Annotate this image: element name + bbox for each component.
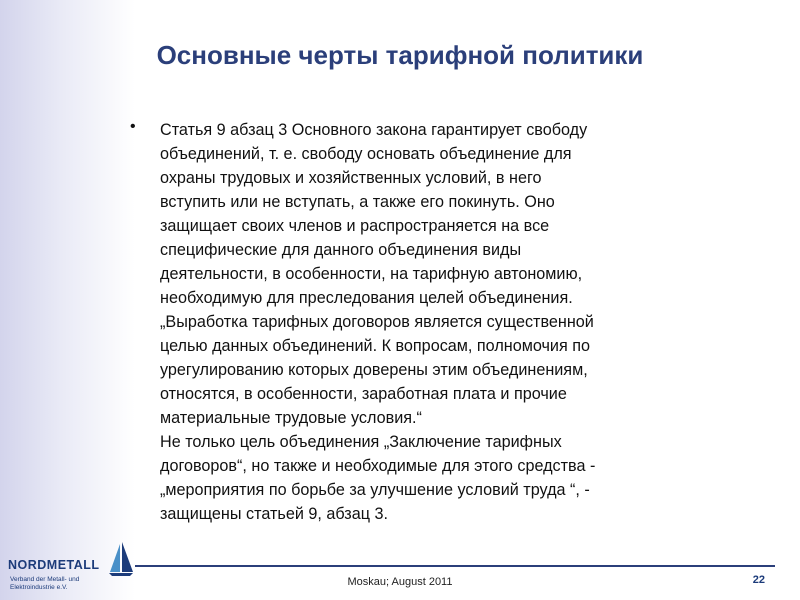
body-line: относятся, в особенности, заработная плата и прочие bbox=[160, 385, 567, 403]
logo-name: NORDMETALL bbox=[8, 558, 100, 572]
body-line: вступить или не вступать, а также его покинуть. Оно bbox=[160, 193, 555, 211]
body-line: договоров“, но также и необходимые для этого средства - bbox=[160, 457, 596, 475]
body-line: специфические для данного объединения виды bbox=[160, 241, 522, 259]
side-gradient-decoration bbox=[0, 0, 135, 600]
page-number: 22 bbox=[752, 574, 765, 586]
slide-title: Основные черты тарифной политики bbox=[156, 40, 644, 70]
body-line: Статья 9 абзац 3 Основного закона гарантирует свободу bbox=[160, 121, 588, 139]
body-line: защищает своих членов и распространяется на все bbox=[160, 217, 550, 235]
body-line: Не только цель объединения „Заключение тарифных bbox=[160, 433, 562, 451]
body-line: урегулированию которых доверены этим объединениям, bbox=[160, 361, 588, 379]
body-line: целью данных объединений. К вопросам, полномочия по bbox=[160, 337, 590, 355]
body-text bbox=[160, 118, 710, 526]
logo-subtitle: Verband der Metall- und bbox=[10, 576, 80, 583]
logo-subtitle: Elektroindustrie e.V. bbox=[10, 584, 68, 591]
body-line: деятельности, в особенности, на тарифную автономию, bbox=[160, 265, 583, 283]
body-line: объединений, т. е. свободу основать объединение для bbox=[160, 145, 572, 163]
body-line: необходимую для преследования целей объединения. bbox=[160, 289, 573, 307]
body-line: охраны трудовых и хозяйственных условий, в него bbox=[160, 169, 542, 187]
sail-icon bbox=[108, 542, 134, 576]
nordmetall-logo bbox=[8, 542, 138, 598]
bullet-marker: • bbox=[130, 118, 136, 135]
footer-text: Moskau; August 2011 bbox=[347, 576, 453, 588]
slide-content bbox=[130, 118, 710, 526]
body-line: „Выработка тарифных договоров является существенной bbox=[160, 313, 594, 331]
body-line: защищены статьей 9, абзац 3. bbox=[160, 505, 388, 523]
body-line: „мероприятия по борьбе за улучшение условий труда “, - bbox=[160, 481, 590, 499]
footer-divider bbox=[135, 565, 775, 567]
body-line: материальные трудовые условия.“ bbox=[160, 409, 422, 427]
